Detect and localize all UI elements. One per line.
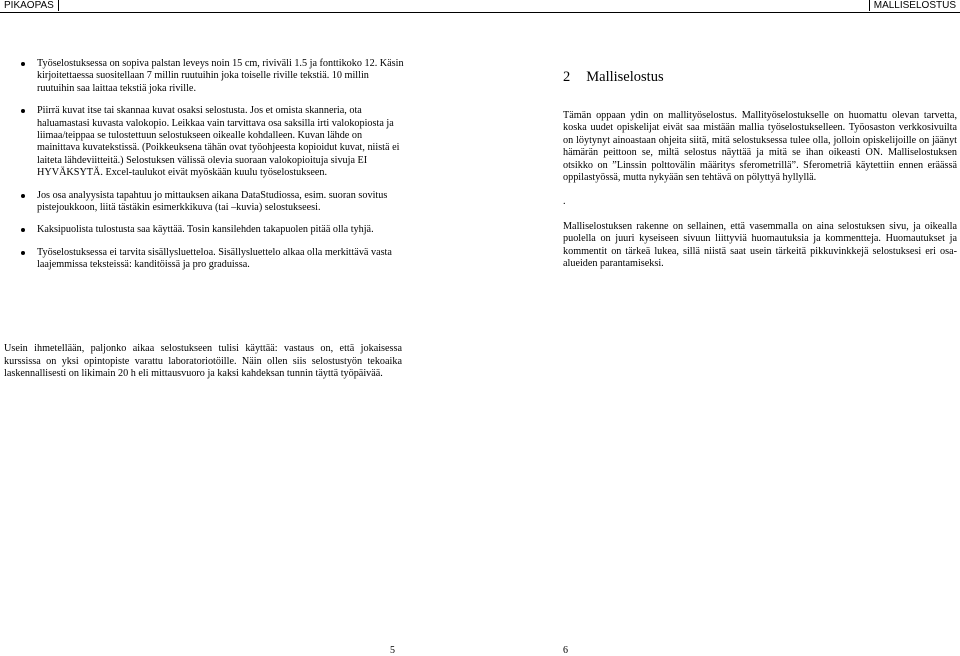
page-number-right: 6 [563, 645, 568, 656]
bullet-item: Työselostuksessa ei tarvita sisällysluetteloa. Sisällysluettelo alkaa olla merkittävä vasta laajemmissa teksteissä: kanditöissä ja pro graduissa. [32, 247, 406, 272]
section-number: 2 [563, 69, 571, 85]
intro-paragraph: Tämän oppaan ydin on mallityöselostus. Mallityöselostukselle on huomattu olevan tarvetta, koska uudet opiskelijat eivät saa mistään mallia työselostukselleen. Työosaston verkkosivuilta on löytynyt ainoastaan ohjeita siitä, mitä selostuksessa tulee olla, jolloin opiskelijoille on jäänyt hämärän peittoon se, miltä selostus näyttää ja mitä se ihan oikeasti ON. Malliselostuksen otsikko on ”Linssin polttovälin määritys sferometrillä”. Sferometriä käytettiin ennen eräässä oppilastyössä, mutta nykyään sen tehtävä on pölyttyä hyllyllä. [563, 110, 957, 184]
header-right-tab: MALLISELOSTUS [869, 0, 960, 11]
header-left-tab: PIKAOPAS [0, 0, 59, 11]
section-title: Malliselostus [586, 69, 664, 85]
bullet-icon [21, 251, 25, 255]
bullet-item: Työselostuksessa on sopiva palstan leveys noin 15 cm, riviväli 1.5 ja fonttikoko 12. Käsin kirjoitettaessa suositellaan 7 millin ruutuihin joka toiselle riville tekstiä. 10 millin ruutuihin saa laittaa tekstiä joka riville. [32, 58, 406, 95]
bullet-item: Jos osa analyysista tapahtuu jo mittauksen aikana DataStudiossa, esim. suoran sovitus pistejoukkoon, liitä tästäkin esimerkkikuva (tai –kuvia) selostukseesi. [32, 190, 406, 215]
left-bullet-list [32, 58, 406, 272]
right-page [563, 68, 957, 282]
page-number-left: 5 [390, 645, 395, 656]
dot-line: . [563, 196, 566, 208]
header-rule [0, 12, 960, 13]
left-page [32, 58, 406, 282]
bullet-icon [21, 228, 25, 232]
section-heading [563, 68, 957, 86]
bullet-item: Piirrä kuvat itse tai skannaa kuvat osaksi selostusta. Jos et omista skanneria, ota haluamastasi kuvasta valokopio. Leikkaa vain tarvittava osa saksilla irti valokopiosta ja liimaa/teippaa se tulostettuun selostukseen oikealle kohdalleen. Kuvan lähde on mainittava kuvatekstissä. (Poikkeuksena tähän ovat työohjeesta kopioidut kuvat, niistä ei laiteta lähdeviitteitä.) Selostuksen välissä olevia suoraan valokopioituja sivuja EI HYVÄKSYTÄ. Excel-taulukot eivät myöskään kuulu työselostukseen. [32, 105, 406, 179]
header-bar [0, 0, 960, 11]
structure-paragraph: Malliselostuksen rakenne on sellainen, että vasemmalla on aina selostuksen sivu, ja oikealla puolella on juuri kyseiseen sivuun liittyviä huomautuksia ja kommentteja. Huomautukset ja kommentit on tärkeä lukea, sillä niistä saat usein tärkeitä pikkuvinkkejä selostuksesi eri osa-alueiden parantamiseksi. [563, 220, 957, 270]
closing-paragraph: Usein ihmetellään, paljonko aikaa selostukseen tulisi käyttää: vastaus on, että jokaisessa kurssissa on yksi opintopiste varattu laboratoriotöille. Näin ollen siis selostustyön tekoaika laskennallisesti on likimain 20 h eli mittausvuoro ja kaksi kahdeksan tunnin täyttä työpäivää. [4, 343, 402, 379]
bullet-icon [21, 109, 25, 113]
bullet-icon [21, 62, 25, 66]
bullet-icon [21, 194, 25, 198]
bullet-item: Kaksipuolista tulostusta saa käyttää. Tosin kansilehden takapuolen pitää olla tyhjä. [32, 224, 406, 236]
